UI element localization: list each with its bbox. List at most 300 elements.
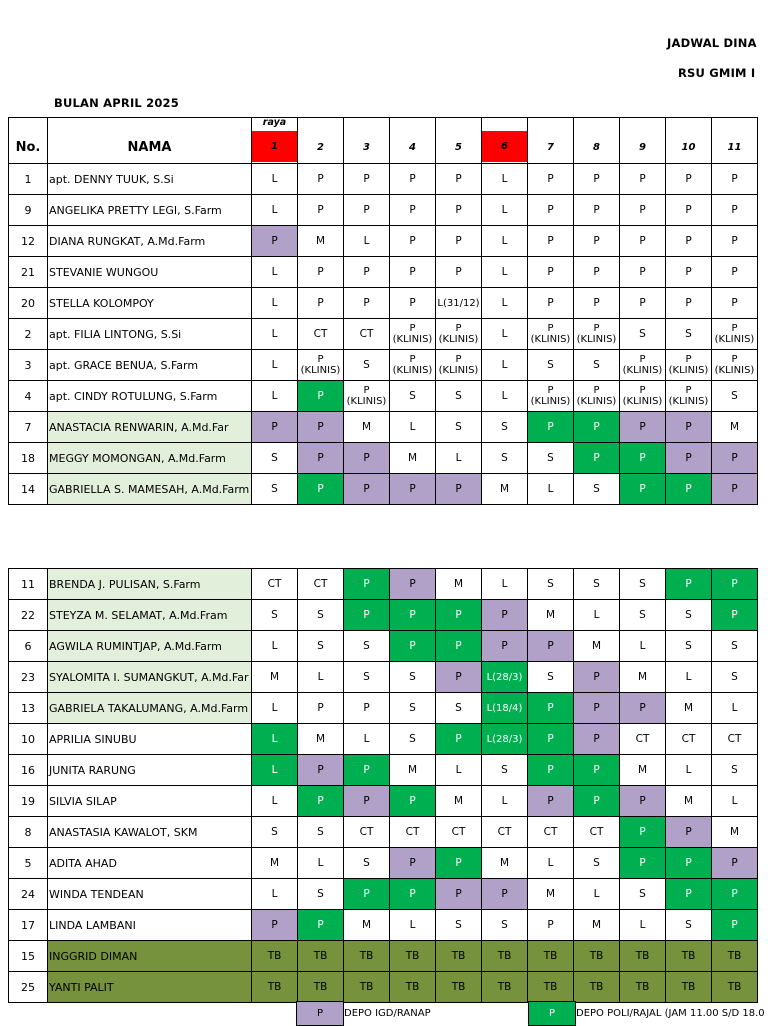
shift-cell: P (KLINIS) [666,381,712,412]
shift-cell: S [390,662,436,693]
shift-cell: L [666,662,712,693]
shift-cell: M [620,755,666,786]
shift-cell: P [712,288,758,319]
staff-name: ANASTASIA KAWALOT, SKM [48,817,252,848]
shift-cell: S [298,817,344,848]
row-number: 10 [9,724,48,755]
staff-name: STEVANIE WUNGOU [48,257,252,288]
shift-cell: P [666,257,712,288]
table-row [9,319,758,350]
shift-cell: P [712,879,758,910]
shift-cell: L [252,257,298,288]
row-number: 23 [9,662,48,693]
shift-cell: S [620,569,666,600]
col-header-no: No. [9,118,48,164]
shift-cell: L(28/3) [482,724,528,755]
shift-cell: P (KLINIS) [574,381,620,412]
shift-cell: P [390,195,436,226]
schedule-table-bottom [8,568,758,1003]
shift-cell: TB [252,972,298,1003]
shift-cell: P [344,755,390,786]
shift-cell: P [666,226,712,257]
shift-cell: S [574,474,620,505]
shift-cell: TB [574,941,620,972]
shift-cell: M [482,474,528,505]
shift-cell: P [574,195,620,226]
shift-cell: TB [436,972,482,1003]
shift-cell: CT [574,817,620,848]
staff-name: STEYZA M. SELAMAT, A.Md.Fram [48,600,252,631]
shift-cell: S [528,569,574,600]
shift-cell: P [574,693,620,724]
shift-cell: P [344,600,390,631]
shift-cell: S [574,569,620,600]
table-row [9,941,758,972]
shift-cell: P [712,195,758,226]
shift-cell: TB [252,941,298,972]
shift-cell: S [390,693,436,724]
shift-cell: M [344,910,390,941]
shift-cell: S [620,319,666,350]
shift-cell: P [574,164,620,195]
row-number: 8 [9,817,48,848]
row-number: 21 [9,257,48,288]
shift-cell: P [436,195,482,226]
staff-name: WINDA TENDEAN [48,879,252,910]
shift-cell: M [436,569,482,600]
shift-cell: P [298,195,344,226]
shift-cell: P [574,288,620,319]
table-row [9,474,758,505]
shift-cell: P [298,443,344,474]
shift-cell: P [298,257,344,288]
table-row [9,257,758,288]
table-row [9,443,758,474]
shift-cell: S [482,443,528,474]
row-number: 11 [9,569,48,600]
shift-cell: P [528,631,574,662]
shift-cell: P (KLINIS) [298,350,344,381]
holiday-note: raya [252,118,297,131]
shift-cell: P [390,786,436,817]
shift-cell: L(31/12) [436,288,482,319]
shift-cell: P [712,474,758,505]
shift-cell: L [390,412,436,443]
row-number: 6 [9,631,48,662]
staff-name: LINDA LAMBANI [48,910,252,941]
shift-cell: P [666,474,712,505]
shift-cell: TB [344,972,390,1003]
shift-cell: P [390,226,436,257]
shift-cell: P [574,786,620,817]
shift-cell: S [436,412,482,443]
shift-cell: P [252,910,298,941]
table-row [9,724,758,755]
shift-cell: P [436,662,482,693]
staff-name: AGWILA RUMINTJAP, A.Md.Farm [48,631,252,662]
shift-cell: M [712,412,758,443]
shift-cell: P (KLINIS) [436,350,482,381]
col-header-day: 3 [344,118,390,164]
shift-cell: P [436,226,482,257]
shift-cell: P [298,786,344,817]
shift-cell: S [252,474,298,505]
staff-name: INGGRID DIMAN [48,941,252,972]
shift-cell: TB [298,972,344,1003]
shift-cell: L(28/3) [482,662,528,693]
shift-cell: P [574,257,620,288]
shift-cell: L [252,786,298,817]
shift-cell: CT [666,724,712,755]
shift-cell: CT [528,817,574,848]
shift-cell: L [252,350,298,381]
shift-cell: L [620,910,666,941]
shift-cell: M [482,848,528,879]
shift-cell: P [574,412,620,443]
shift-cell: P [620,443,666,474]
shift-cell: P [436,848,482,879]
shift-cell: P [436,257,482,288]
table-row [9,755,758,786]
shift-cell: P [666,195,712,226]
shift-cell: P [620,474,666,505]
shift-cell: M [252,848,298,879]
shift-cell: P [712,910,758,941]
shift-cell: P (KLINIS) [620,350,666,381]
shift-cell: P [620,817,666,848]
shift-cell: P [482,879,528,910]
staff-name: STELLA KOLOMPOY [48,288,252,319]
shift-cell: P [712,443,758,474]
shift-cell: L [252,164,298,195]
shift-cell: P (KLINIS) [390,319,436,350]
shift-cell: S [712,755,758,786]
shift-cell: L [252,288,298,319]
shift-cell: P [666,288,712,319]
shift-cell: M [666,786,712,817]
shift-cell: L [252,693,298,724]
shift-cell: M [574,910,620,941]
table-row [9,412,758,443]
row-number: 16 [9,755,48,786]
hospital-name: RSU GMIM I [678,66,756,80]
shift-cell: P [298,693,344,724]
row-number: 4 [9,381,48,412]
shift-cell: P [666,443,712,474]
row-number: 19 [9,786,48,817]
shift-cell: P [482,631,528,662]
shift-cell: P [712,226,758,257]
shift-cell: M [390,443,436,474]
shift-cell: M [620,662,666,693]
shift-cell: S [298,600,344,631]
shift-cell: L [620,631,666,662]
shift-cell: L [482,350,528,381]
shift-cell: P [298,755,344,786]
shift-cell: TB [666,972,712,1003]
shift-cell: P (KLINIS) [528,381,574,412]
shift-cell: P [390,569,436,600]
shift-cell: P (KLINIS) [528,319,574,350]
shift-cell: P [620,786,666,817]
shift-cell: L [252,879,298,910]
shift-cell: M [390,755,436,786]
shift-cell: TB [390,972,436,1003]
shift-cell: P [390,600,436,631]
shift-cell: P [344,288,390,319]
shift-cell: L [482,195,528,226]
shift-cell: P [528,724,574,755]
shift-cell: TB [574,972,620,1003]
staff-name: apt. FILIA LINTONG, S.Si [48,319,252,350]
shift-cell: P [712,257,758,288]
shift-cell: P [574,443,620,474]
shift-cell: M [666,693,712,724]
col-header-day: 7 [528,118,574,164]
shift-cell: L [252,381,298,412]
col-header-day: 6 [482,118,528,164]
staff-name: GABRIELLA S. MAMESAH, A.Md.Farm [48,474,252,505]
shift-cell: CT [482,817,528,848]
shift-cell: P [298,381,344,412]
shift-cell: M [712,817,758,848]
shift-cell: S [620,879,666,910]
shift-cell: CT [436,817,482,848]
shift-cell: L [252,631,298,662]
row-number: 22 [9,600,48,631]
staff-name: DIANA RUNGKAT, A.Md.Farm [48,226,252,257]
shift-cell: P [298,910,344,941]
shift-cell: TB [390,941,436,972]
staff-name: JUNITA RARUNG [48,755,252,786]
header-row [9,118,758,164]
col-header-day: 10 [666,118,712,164]
shift-cell: TB [528,941,574,972]
shift-cell: S [436,910,482,941]
shift-cell: M [528,600,574,631]
shift-cell: P (KLINIS) [620,381,666,412]
shift-cell: P [666,848,712,879]
shift-cell: P [344,569,390,600]
shift-cell: P [436,474,482,505]
shift-cell: P [252,226,298,257]
schedule-table-top [8,117,758,505]
shift-cell: P [528,164,574,195]
shift-cell: P [482,600,528,631]
shift-cell: L [390,910,436,941]
month-label: BULAN APRIL 2025 [54,96,179,110]
shift-cell: P [528,257,574,288]
staff-name: YANTI PALIT [48,972,252,1003]
shift-cell: P [620,412,666,443]
shift-cell: S [298,631,344,662]
shift-cell: P [298,412,344,443]
shift-cell: P [666,817,712,848]
shift-cell: P [436,600,482,631]
shift-cell: P [344,195,390,226]
shift-cell: P [344,257,390,288]
shift-cell: L [298,848,344,879]
shift-cell: P (KLINIS) [712,319,758,350]
shift-cell: S [344,631,390,662]
shift-cell: S [436,381,482,412]
shift-cell: P [528,910,574,941]
shift-cell: L [482,381,528,412]
shift-cell: S [436,693,482,724]
shift-cell: P [528,693,574,724]
shift-cell: TB [620,941,666,972]
shift-cell: S [298,879,344,910]
shift-cell: L [298,662,344,693]
shift-cell: P [344,786,390,817]
col-header-day: 5 [436,118,482,164]
shift-cell: P [574,226,620,257]
legend-swatch-igd: P [296,1001,344,1026]
shift-cell: TB [482,972,528,1003]
shift-cell: S [252,600,298,631]
shift-cell: P [620,164,666,195]
shift-cell: S [712,662,758,693]
shift-cell: TB [298,941,344,972]
row-number: 5 [9,848,48,879]
table-row [9,600,758,631]
shift-cell: L [528,848,574,879]
shift-cell: S [528,350,574,381]
shift-cell: S [528,662,574,693]
table-row [9,631,758,662]
shift-cell: L [574,600,620,631]
shift-cell: P [620,195,666,226]
shift-cell: S [344,662,390,693]
shift-cell: P [574,662,620,693]
row-number: 18 [9,443,48,474]
shift-cell: L [666,755,712,786]
shift-cell: P [436,724,482,755]
shift-cell: P [528,195,574,226]
shift-cell: CT [298,319,344,350]
staff-name: ANGELIKA PRETTY LEGI, S.Farm [48,195,252,226]
table-row [9,817,758,848]
row-number: 2 [9,319,48,350]
table-row [9,195,758,226]
shift-cell: L [252,195,298,226]
shift-cell: S [620,600,666,631]
shift-cell: L [482,257,528,288]
shift-cell: P [712,164,758,195]
table-row [9,693,758,724]
staff-name: MEGGY MOMONGAN, A.Md.Farm [48,443,252,474]
shift-cell: S [712,631,758,662]
shift-cell: TB [528,972,574,1003]
legend-swatch-poli: P [528,1001,576,1026]
shift-cell: P [344,879,390,910]
shift-cell: TB [620,972,666,1003]
shift-cell: S [252,443,298,474]
staff-name: SYALOMITA I. SUMANGKUT, A.Md.Far [48,662,252,693]
col-header-day: raya 1 [252,118,298,164]
table-row [9,972,758,1003]
staff-name: ADITA AHAD [48,848,252,879]
shift-cell: L [482,786,528,817]
schedule-title: JADWAL DINA [667,36,757,50]
row-number: 3 [9,350,48,381]
row-number: 13 [9,693,48,724]
shift-cell: M [252,662,298,693]
legend-label-igd: DEPO IGD/RANAP [344,1008,431,1019]
shift-cell: S [574,848,620,879]
shift-cell: P (KLINIS) [344,381,390,412]
shift-cell: P [620,288,666,319]
shift-cell: P [620,693,666,724]
shift-cell: M [298,226,344,257]
staff-name: GABRIELA TAKALUMANG, A.Md.Farm [48,693,252,724]
shift-cell: P [528,786,574,817]
shift-cell: L(18/4) [482,693,528,724]
shift-cell: TB [666,941,712,972]
shift-cell: CT [344,817,390,848]
shift-cell: TB [482,941,528,972]
staff-name: APRILIA SINUBU [48,724,252,755]
col-header-name: NAMA [48,118,252,164]
shift-cell: P [528,412,574,443]
table-row [9,288,758,319]
shift-cell: P [574,755,620,786]
shift-cell: P [620,226,666,257]
shift-cell: M [574,631,620,662]
shift-cell: P [436,164,482,195]
row-number: 7 [9,412,48,443]
shift-cell: S [712,381,758,412]
shift-cell: S [482,412,528,443]
shift-cell: P [390,631,436,662]
shift-cell: P [620,848,666,879]
shift-cell: CT [712,724,758,755]
shift-cell: S [390,724,436,755]
shift-cell: S [390,381,436,412]
row-number: 15 [9,941,48,972]
table-row [9,662,758,693]
shift-cell: CT [620,724,666,755]
staff-name: SILVIA SILAP [48,786,252,817]
col-header-day: 11 [712,118,758,164]
shift-cell: L [252,319,298,350]
col-header-day: 4 [390,118,436,164]
shift-cell: P [390,879,436,910]
shift-cell: TB [712,972,758,1003]
staff-name: apt. DENNY TUUK, S.Si [48,164,252,195]
shift-cell: L [482,164,528,195]
shift-cell: P [712,600,758,631]
table-row [9,226,758,257]
col-header-day: 2 [298,118,344,164]
shift-cell: P [436,631,482,662]
shift-cell: L [574,879,620,910]
shift-cell: P [712,569,758,600]
shift-cell: P [298,164,344,195]
shift-cell: P [344,693,390,724]
shift-cell: L [712,693,758,724]
shift-cell: S [666,600,712,631]
shift-cell: P [620,257,666,288]
shift-cell: L [482,319,528,350]
shift-cell: P [528,288,574,319]
shift-cell: P [390,164,436,195]
table-row [9,164,758,195]
shift-cell: P [390,848,436,879]
shift-cell: S [482,755,528,786]
shift-cell: S [344,848,390,879]
row-number: 20 [9,288,48,319]
